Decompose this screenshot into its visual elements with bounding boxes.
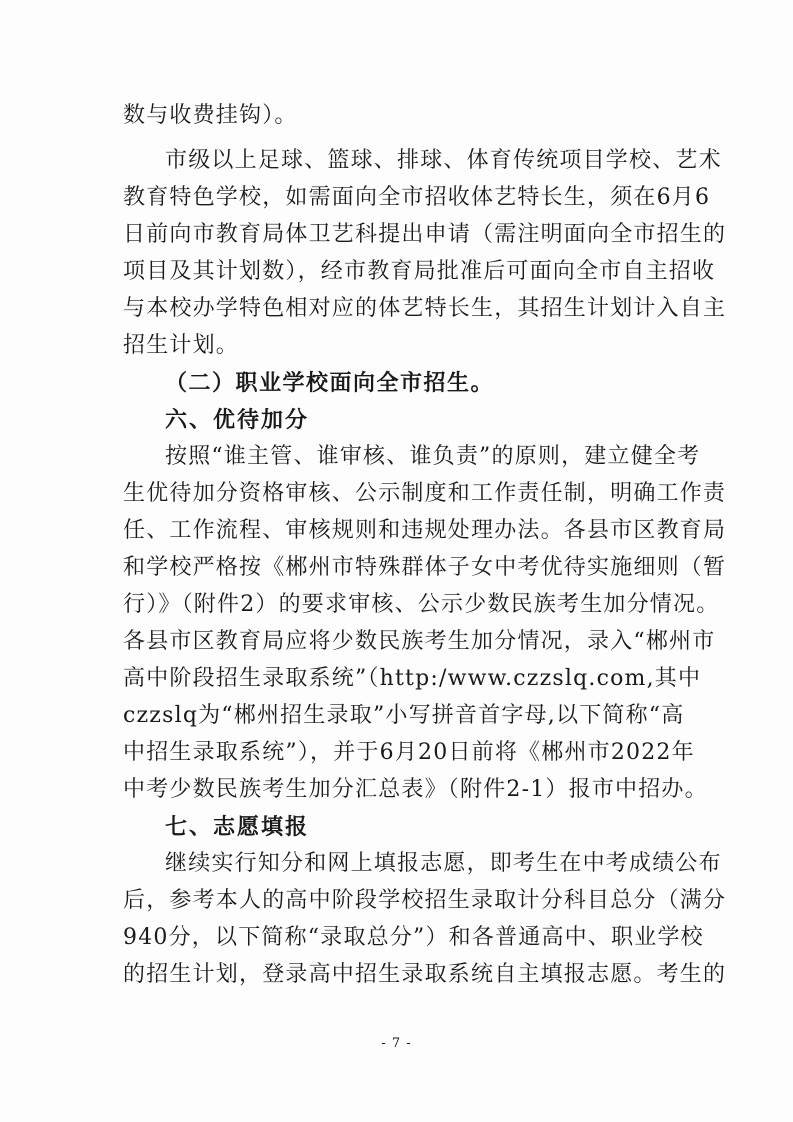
subsection-heading: （二）职业学校面向全市招生。 (165, 370, 495, 396)
text-line: 任、工作流程、审核规则和违规处理办法。各县市区教育局 (123, 518, 727, 543)
paragraph-first-line: 按照“谁主管、谁审核、谁负责”的原则，建立健全考 (165, 444, 701, 469)
text-line: 教育特色学校，如需面向全市招收体艺特长生，须在6月6 (123, 185, 711, 210)
text-line: czzslq为“郴州招生录取”小写拼音首字母,以下简称“高 (123, 703, 685, 728)
text-line: 后，参考本人的高中阶段学校招生录取计分科目总分（满分 (123, 888, 727, 913)
paragraph-first-line: 市级以上足球、篮球、排球、体育传统项目学校、艺术 (165, 148, 722, 173)
text-line: 940分，以下简称“录取总分”）和各普通高中、职业学校 (123, 925, 704, 950)
text-line: 和学校严格按《郴州市特殊群体子女中考优待实施细则（暂 (123, 555, 727, 580)
text-line: 的招生计划，登录高中招生录取系统自主填报志愿。考生的 (123, 962, 727, 987)
page-number: - 7 - (381, 1036, 412, 1051)
text-line: 中招生录取系统”），并于6月20日前将《郴州市2022年 (123, 740, 695, 765)
text-line: 项目及其计划数），经市教育局批准后可面向全市自主招收 (123, 259, 716, 284)
text-line: 生优待加分资格审核、公示制度和工作责任制，明确工作责 (123, 481, 727, 506)
text-line: 招生计划。 (123, 333, 240, 358)
text-line: 中考少数民族考生加分汇总表》（附件2-1）报市中招办。 (123, 777, 708, 802)
text-line: 各县市区教育局应将少数民族考生加分情况，录入“郴州市 (123, 629, 716, 654)
paragraph-first-line: 继续实行知分和网上填报志愿，即考生在中考成绩公布 (165, 851, 722, 876)
section-heading: 六、优待加分 (165, 407, 310, 433)
section-heading: 七、志愿填报 (165, 814, 310, 840)
text-line: 数与收费挂钩）。 (123, 103, 298, 128)
text-line: 高中阶段招生录取系统”（http:/www.czzslq.com,其中 (123, 666, 702, 691)
text-line: 日前向市教育局体卫艺科提出申请（需注明面向全市招生的 (123, 222, 727, 247)
text-line: 行）》（附件2）的要求审核、公示少数民族考生加分情况。 (123, 592, 720, 617)
text-line: 与本校办学特色相对应的体艺特长生，其招生计划计入自主 (123, 296, 727, 321)
